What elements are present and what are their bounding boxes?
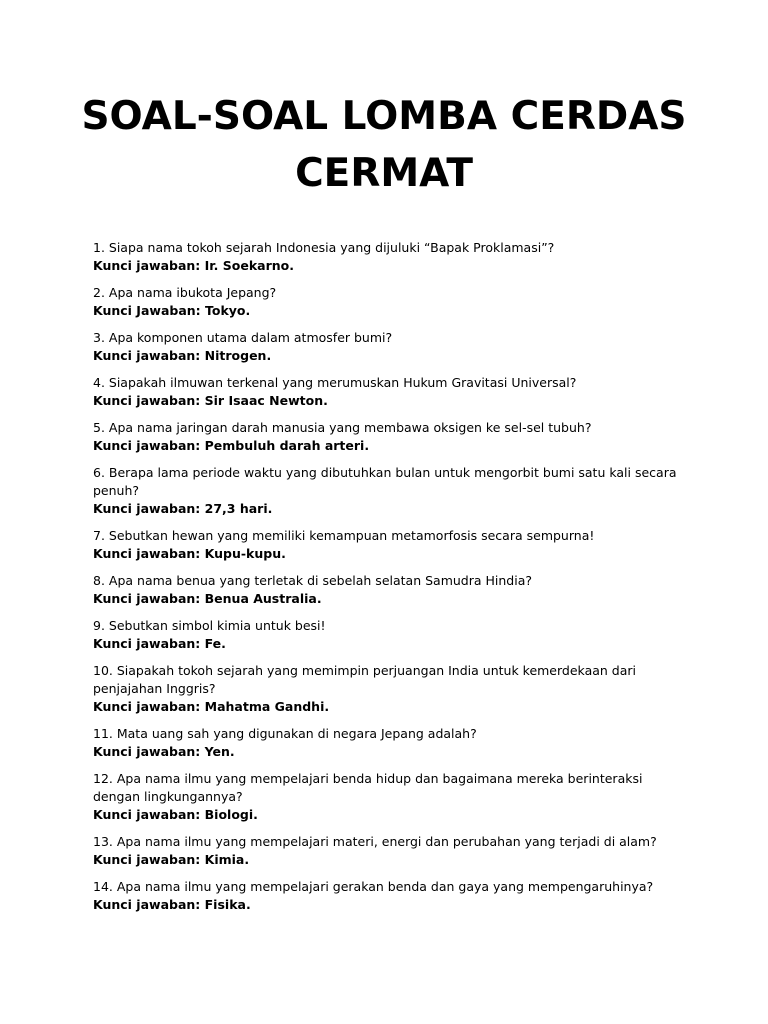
question-item bbox=[93, 329, 693, 365]
question-text: 5. Apa nama jaringan darah manusia yang membawa oksigen ke sel-sel tubuh? bbox=[93, 420, 592, 435]
question-text: 1. Siapa nama tokoh sejarah Indonesia yang dijuluki “Bapak Proklamasi”? bbox=[93, 240, 555, 255]
question-item bbox=[93, 284, 693, 320]
question-text: 6. Berapa lama periode waktu yang dibutuhkan bulan untuk mengorbit bumi satu kali secara penuh? bbox=[93, 465, 677, 498]
question-text: 14. Apa nama ilmu yang mempelajari gerakan benda dan gaya yang mempengaruhinya? bbox=[93, 879, 654, 894]
question-text: 8. Apa nama benua yang terletak di sebelah selatan Samudra Hindia? bbox=[93, 573, 532, 588]
question-text: 7. Sebutkan hewan yang memiliki kemampuan metamorfosis secara sempurna! bbox=[93, 528, 595, 543]
answer-key: Kunci jawaban: Pembuluh darah arteri. bbox=[93, 438, 370, 453]
question-item bbox=[93, 464, 693, 518]
question-list bbox=[93, 239, 693, 923]
question-item bbox=[93, 878, 693, 914]
answer-key: Kunci jawaban: Sir Isaac Newton. bbox=[93, 393, 328, 408]
answer-key: Kunci jawaban: Mahatma Gandhi. bbox=[93, 699, 330, 714]
question-item bbox=[93, 419, 693, 455]
question-text: 13. Apa nama ilmu yang mempelajari materi, energi dan perubahan yang terjadi di alam? bbox=[93, 834, 657, 849]
question-item bbox=[93, 833, 693, 869]
question-item bbox=[93, 725, 693, 761]
answer-key: Kunci jawaban: Benua Australia. bbox=[93, 591, 322, 606]
question-item bbox=[93, 662, 693, 716]
answer-key: Kunci jawaban: Kupu-kupu. bbox=[93, 546, 286, 561]
question-item bbox=[93, 239, 693, 275]
answer-key: Kunci jawaban: Fe. bbox=[93, 636, 226, 651]
question-item bbox=[93, 770, 693, 824]
answer-key: Kunci jawaban: Yen. bbox=[93, 744, 235, 759]
question-text: 12. Apa nama ilmu yang mempelajari benda hidup dan bagaimana mereka berinteraksi dengan lingkungannya? bbox=[93, 771, 643, 804]
question-text: 4. Siapakah ilmuwan terkenal yang merumuskan Hukum Gravitasi Universal? bbox=[93, 375, 577, 390]
question-text: 10. Siapakah tokoh sejarah yang memimpin perjuangan India untuk kemerdekaan dari penjajahan Inggris? bbox=[93, 663, 636, 696]
question-item bbox=[93, 572, 693, 608]
question-text: 9. Sebutkan simbol kimia untuk besi! bbox=[93, 618, 326, 633]
answer-key: Kunci jawaban: Kimia. bbox=[93, 852, 250, 867]
answer-key: Kunci jawaban: Biologi. bbox=[93, 807, 258, 822]
question-item bbox=[93, 617, 693, 653]
question-text: 3. Apa komponen utama dalam atmosfer bumi? bbox=[93, 330, 393, 345]
answer-key: Kunci jawaban: Ir. Soekarno. bbox=[93, 258, 294, 273]
answer-key: Kunci Jawaban: Tokyo. bbox=[93, 303, 251, 318]
question-item bbox=[93, 527, 693, 563]
question-text: 11. Mata uang sah yang digunakan di negara Jepang adalah? bbox=[93, 726, 477, 741]
question-text: 2. Apa nama ibukota Jepang? bbox=[93, 285, 277, 300]
document-title: SOAL-SOAL LOMBA CERDAS CERMAT bbox=[81, 94, 687, 196]
answer-key: Kunci jawaban: Fisika. bbox=[93, 897, 251, 912]
answer-key: Kunci jawaban: Nitrogen. bbox=[93, 348, 272, 363]
question-item bbox=[93, 374, 693, 410]
answer-key: Kunci jawaban: 27,3 hari. bbox=[93, 501, 273, 516]
